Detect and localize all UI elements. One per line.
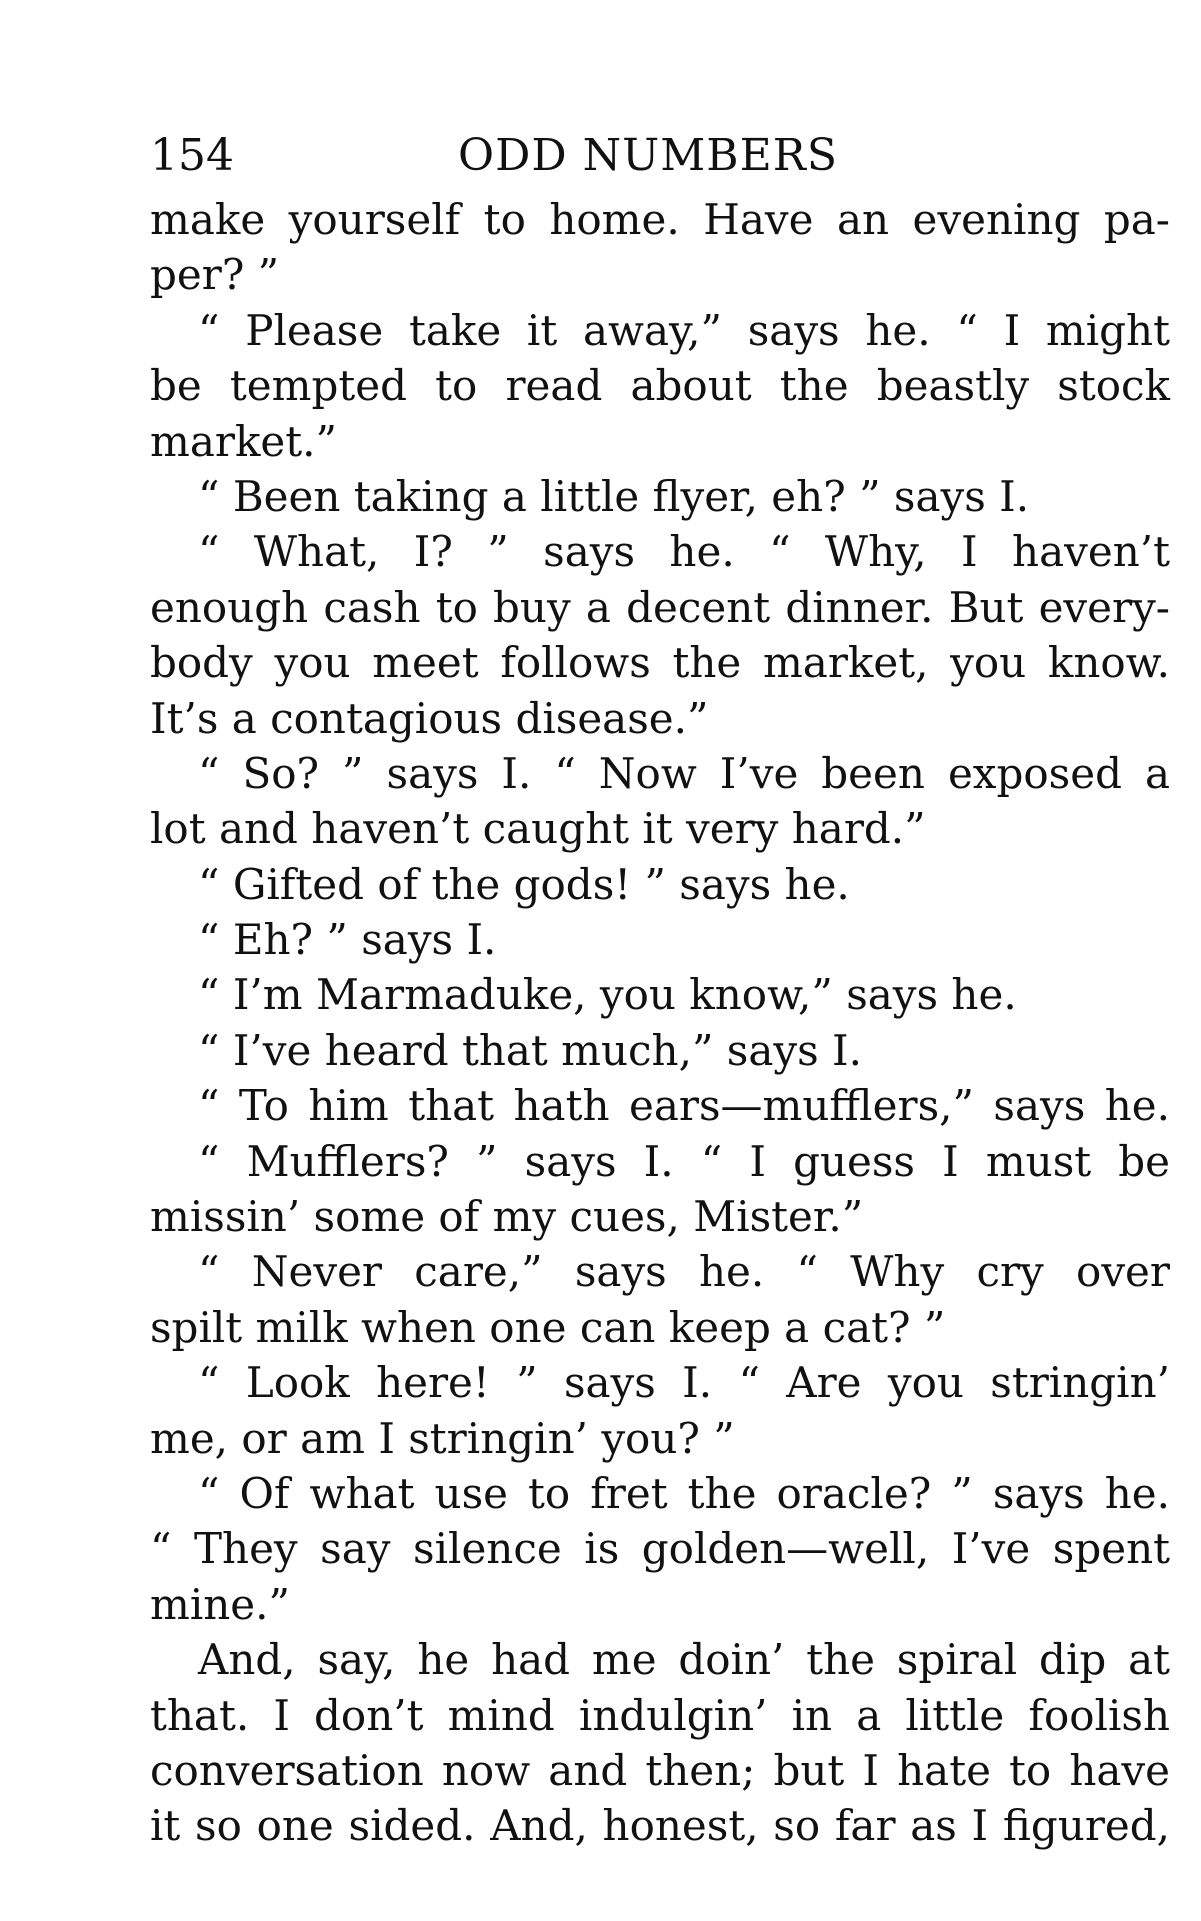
text-line: “ Mufflers? ” says I. “ I guess I must be xyxy=(198,1136,1170,1186)
running-title: ODD NUMBERS xyxy=(458,130,838,181)
body-text xyxy=(150,192,1170,1854)
page-number: 154 xyxy=(150,130,234,181)
text-line: per? ” xyxy=(150,250,280,300)
text-line: be tempted to read about the beastly stock xyxy=(150,361,1170,411)
text-line: “ What, I? ” says he. “ Why, I haven’t xyxy=(198,527,1170,577)
text-line: “ They say silence is golden—well, I’ve spent xyxy=(150,1524,1170,1574)
text-line: enough cash to buy a decent dinner. But every- xyxy=(150,582,1170,632)
text-line: body you meet follows the market, you know. xyxy=(150,638,1170,688)
text-line: conversation now and then; but I hate to have xyxy=(150,1745,1170,1795)
text-line: lot and haven’t caught it very hard.” xyxy=(150,804,926,854)
text-line: missin’ some of my cues, Mister.” xyxy=(150,1192,864,1242)
text-line: it so one sided. And, honest, so far as I figured, xyxy=(150,1801,1170,1851)
text-line: “ Been taking a little flyer, eh? ” says I. xyxy=(198,471,1030,521)
text-line: “ Of what use to fret the oracle? ” says he. xyxy=(198,1468,1170,1518)
text-line: make yourself to home. Have an evening pa- xyxy=(150,195,1170,244)
text-line: “ To him that hath ears—mufflers,” says he. xyxy=(198,1081,1170,1131)
text-line: “ Please take it away,” says he. “ I might xyxy=(198,305,1170,355)
page-header xyxy=(150,128,1170,184)
text-line: “ Gifted of the gods! ” says he. xyxy=(198,859,850,909)
text-line: market.” xyxy=(150,416,337,466)
text-line: And, say, he had me doin’ the spiral dip at xyxy=(198,1635,1170,1685)
text-line: me, or am I stringin’ you? ” xyxy=(150,1413,735,1463)
text-line: “ Never care,” says he. “ Why cry over xyxy=(198,1247,1170,1297)
text-line: It’s a contagious disease.” xyxy=(150,693,709,743)
text-line: that. I don’t mind indulgin’ in a little foolish xyxy=(150,1690,1170,1740)
text-line: mine.” xyxy=(150,1579,290,1629)
text-line: “ Eh? ” says I. xyxy=(198,915,497,965)
text-line: “ I’ve heard that much,” says I. xyxy=(198,1025,862,1075)
text-line: spilt milk when one can keep a cat? ” xyxy=(150,1302,946,1352)
text-line: “ Look here! ” says I. “ Are you stringin’ xyxy=(198,1358,1170,1408)
text-line: “ So? ” says I. “ Now I’ve been exposed a xyxy=(198,748,1170,798)
book-page xyxy=(150,128,1170,1854)
text-line: “ I’m Marmaduke, you know,” says he. xyxy=(198,970,1017,1020)
